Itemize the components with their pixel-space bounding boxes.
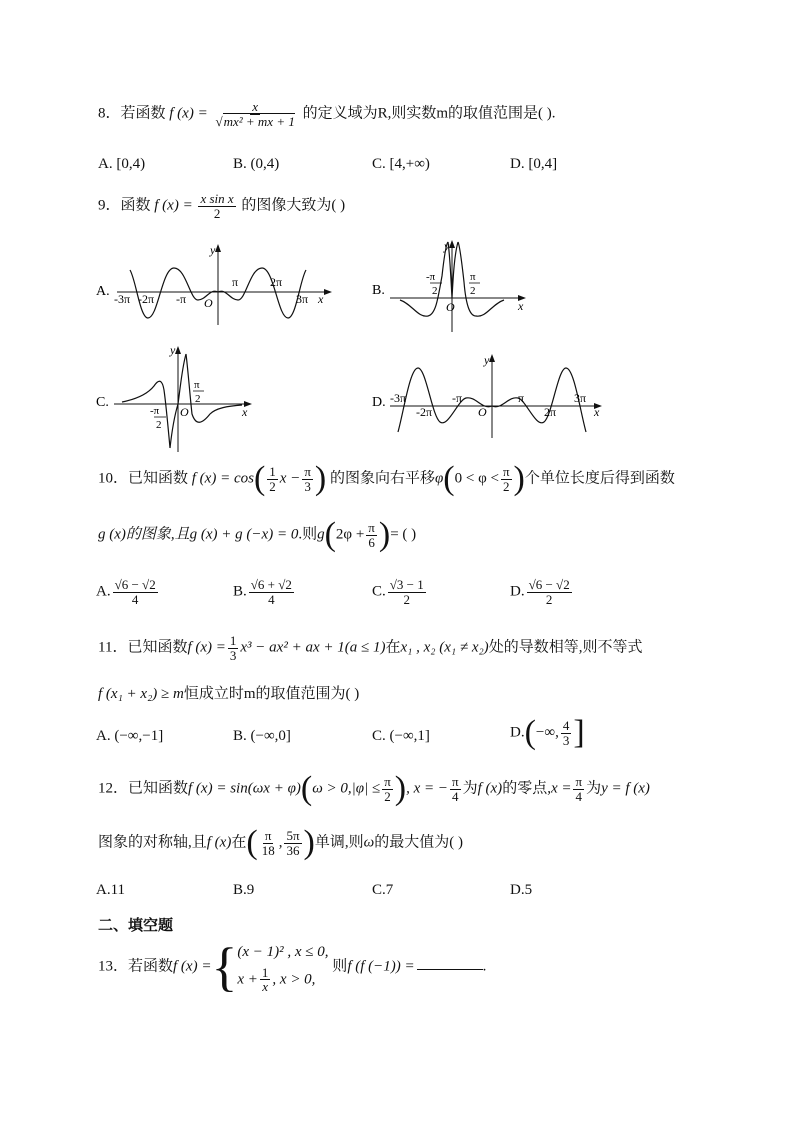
- question-12-line2: 图象的对称轴,且f (x)在( $\frac{\pi}{18}$ , $\frac{5\pi}{36}$ )单调,则ω的最大值为( ): [98, 824, 463, 861]
- q9-denominator: 2: [213, 205, 221, 221]
- q9-numerator: x sin x: [200, 191, 234, 206]
- q11-option-b: B. (−∞,0]: [233, 728, 291, 744]
- question-10-line2: g (x)的图象,且g (x) + g (−x) = 0.则g(2φ + $\frac{\pi}{6}$ )= ( ): [98, 516, 417, 553]
- graph-c-neg-pi: -π: [150, 405, 160, 417]
- question-10: 10．已知函数 f (x) = cos( $\frac{1}{2}$ x − $\frac{\pi}{3}$ ) 的图象向右平移φ(0 < φ < $\frac{\pi}{2}$ )个单位长度后得到函数: [98, 460, 675, 497]
- graph-a-y: y: [210, 243, 216, 257]
- graph-a-pi: π: [232, 275, 239, 289]
- graph-a-x: x: [318, 292, 324, 306]
- graph-c-label: C.: [96, 395, 109, 410]
- q10-lead: 10．已知函数: [98, 470, 189, 487]
- question-12: 12．已知函数f (x) = sin(ωx + φ)(ω > 0,|φ| ≤ $\frac{\pi}{2}$ ), x = − $\frac{\pi}{4}$ 为f (x)的零点,x = $\frac{\pi}{4}$ 为y = f (x): [98, 770, 650, 807]
- q13-answer-blank[interactable]: [417, 969, 483, 970]
- q8-option-a: A. [0,4): [98, 156, 146, 172]
- graph-b-neg-2: 2: [432, 285, 438, 297]
- graph-d-negpi: -π: [452, 391, 463, 405]
- q9-fraction: [198, 192, 235, 220]
- q10-option-d: D. $\frac{√6 - √2}{2}$: [510, 577, 570, 607]
- graph-c-y: y: [170, 343, 176, 357]
- graph-c-pi: π: [194, 379, 200, 391]
- question-8: [98, 100, 556, 128]
- q10-fx: f (x) = cos: [191, 470, 254, 487]
- graph-b-label: B.: [372, 283, 385, 298]
- graph-a-negpi: -π: [176, 292, 187, 306]
- q10-option-b: B. $\frac{√6 + √2}{4}$: [233, 577, 292, 607]
- graph-d-neg3pi: -3π: [390, 391, 407, 405]
- q10-option-c: C. $\frac{√3 - 1}{2}$: [372, 577, 424, 607]
- q11-option-d: D.(−∞, $\frac{4}{3}$ ]: [510, 714, 585, 751]
- q13-case-2: x + $\frac{1}{x}$ , x > 0,: [237, 964, 316, 995]
- q9-fx: f (x) =: [154, 197, 193, 214]
- graph-b-2: 2: [470, 285, 476, 297]
- q11-option-a: A. (−∞,−1]: [96, 728, 164, 744]
- q10-mid: 的图象向右平移: [329, 470, 435, 487]
- graph-a-2pi: 2π: [270, 275, 283, 289]
- graph-a-neg2pi: -2π: [138, 292, 155, 306]
- graph-b-origin: O: [446, 300, 455, 314]
- q11-option-c: C. (−∞,1]: [372, 728, 430, 744]
- question-11: 11．已知函数f (x) = $\frac{1}{3}$ x³ − ax² + ax + 1(a ≤ 1)在x₁ , x₂ (x₁ ≠ x₂)处的导数相等,则不等式: [98, 633, 643, 663]
- q13-case-1: (x − 1)² , x ≤ 0,: [237, 944, 329, 961]
- graph-b-pi: π: [470, 271, 476, 283]
- graph-b-neg-pi: -π: [426, 271, 436, 283]
- graph-c-neg-2: 2: [156, 419, 162, 431]
- graph-d-3pi: 3π: [574, 391, 587, 405]
- section-heading-fill-in: 二、填空题: [98, 916, 174, 934]
- q8-numerator: x: [252, 99, 259, 114]
- graph-a: [92, 240, 342, 330]
- q12-option-a: A.11: [96, 882, 126, 898]
- q8-tail: 的定义域为R,则实数m的取值范围是( ).: [302, 105, 556, 122]
- graph-a-3pi: 3π: [296, 292, 309, 306]
- q8-lead: 8．若函数: [98, 105, 166, 122]
- question-9: [98, 192, 345, 220]
- q12-option-d: D.5: [510, 882, 533, 898]
- graph-d-2pi: 2π: [544, 405, 557, 419]
- q8-option-d: D. [0,4]: [510, 156, 558, 172]
- graph-d-pi: π: [518, 391, 525, 405]
- question-13: 13．若函数f (x) ={ (x − 1)² , x ≤ 0, x + $\frac{1}{x}$ , x > 0, 则f (f (−1)) = .: [98, 937, 487, 997]
- q8-option-c: C. [4,+∞): [372, 156, 430, 172]
- graph-b-x: x: [518, 299, 524, 313]
- q8-fx: f (x) =: [169, 105, 208, 122]
- q12-option-c: C.7: [372, 882, 394, 898]
- graph-c-2: 2: [195, 393, 201, 405]
- graph-d-neg2pi: -2π: [416, 405, 433, 419]
- q9-lead: 9．函数: [98, 197, 151, 214]
- graph-d-y: y: [484, 353, 490, 367]
- question-11-line2: f (x₁ + x₂) ≥ m恒成立时m的取值范围为( ): [98, 686, 360, 702]
- q12-option-b: B.9: [233, 882, 255, 898]
- q10-tail: 个单位长度后得到函数: [524, 470, 675, 487]
- graph-d-origin: O: [478, 405, 487, 419]
- graph-b: [368, 236, 538, 336]
- graph-c: [92, 340, 262, 456]
- q8-fraction: [213, 100, 296, 128]
- q8-option-b: B. (0,4): [233, 156, 280, 172]
- q8-denominator: √mx² + mx + 1: [215, 113, 295, 129]
- graph-a-origin: O: [204, 296, 213, 310]
- q9-tail: 的图像大致为( ): [241, 197, 346, 214]
- graph-d-label: D.: [372, 395, 386, 410]
- graph-b-y: y: [444, 239, 450, 253]
- q10-option-a: A. $\frac{√6 - √2}{4}$: [96, 577, 156, 607]
- graph-d: [368, 350, 608, 442]
- graph-a-label: A.: [96, 284, 110, 299]
- graph-c-x: x: [242, 405, 248, 419]
- graph-a-neg3pi: -3π: [114, 292, 131, 306]
- graph-d-x: x: [594, 405, 600, 419]
- graph-c-origin: O: [180, 405, 189, 419]
